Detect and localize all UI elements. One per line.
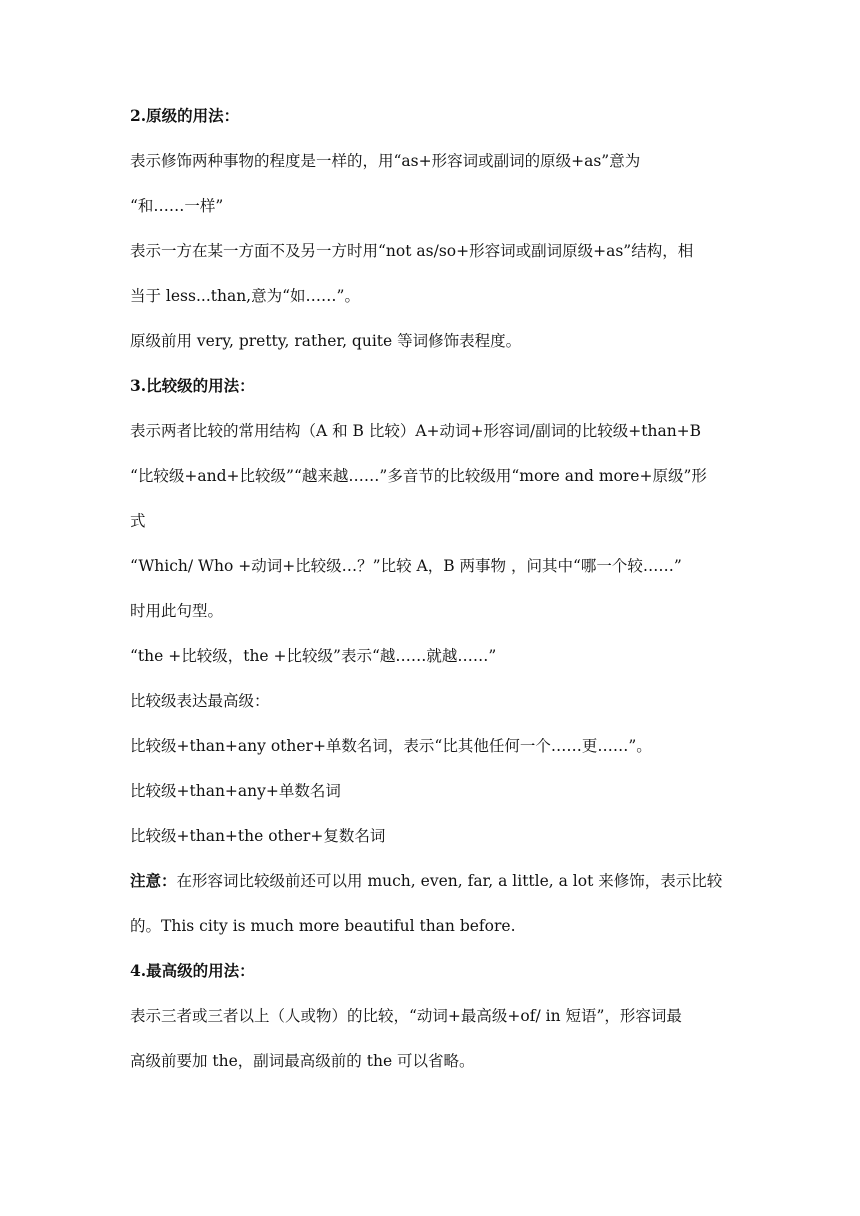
section-3-line-6: “the +比较级，the +比较级”表示“越……就越……”: [130, 647, 497, 665]
section-3-note: [130, 871, 722, 891]
note-text: 在形容词比较级前还可以用 much, even, far, a little, a lot 来修饰，表示比较: [176, 872, 723, 890]
section-2-line-2: “和……一样”: [130, 197, 224, 215]
section-2-line-4: 当于 less...than,意为“如……”。: [130, 287, 360, 305]
note-label: 注意：: [130, 871, 177, 890]
section-2-heading: 2.原级的用法：: [130, 106, 240, 125]
section-3-line-5: 时用此句型。: [130, 602, 224, 620]
section-3-line-4: “Which/ Who +动词+比较级…？”比较 A，B 两事物 ，问其中“哪一个较……”: [130, 557, 682, 575]
section-3-line-1: 表示两者比较的常用结构（A 和 B 比较）A+动词+形容词/副词的比较级+than+B: [130, 422, 702, 440]
section-4-heading: 4.最高级的用法：: [130, 961, 255, 980]
section-3-line-2: “比较级+and+比较级”“越来越……”多音节的比较级用“more and more+原级”形: [130, 467, 707, 485]
section-4-line-1: 表示三者或三者以上（人或物）的比较，“动词+最高级+of/ in 短语”，形容词最: [130, 1007, 682, 1025]
section-3-heading: 3.比较级的用法：: [130, 376, 255, 395]
section-3-line-8: 比较级+than+any other+单数名词，表示“比其他任何一个……更……”。: [130, 737, 652, 755]
section-3-line-3: 式: [130, 512, 146, 530]
section-3-line-7: 比较级表达最高级：: [130, 692, 270, 710]
section-3-note-line-2: 的。This city is much more beautiful than before.: [130, 917, 516, 935]
section-4-line-2: 高级前要加 the，副词最高级前的 the 可以省略。: [130, 1052, 475, 1070]
section-3-line-9: 比较级+than+any+单数名词: [130, 782, 341, 800]
section-2-line-1: 表示修饰两种事物的程度是一样的，用“as+形容词或副词的原级+as”意为: [130, 152, 641, 170]
section-3-line-10: 比较级+than+the other+复数名词: [130, 827, 386, 845]
section-2-line-3: 表示一方在某一方面不及另一方时用“not as/so+形容词或副词原级+as”结构，相: [130, 242, 694, 260]
section-2-line-5: 原级前用 very, pretty, rather, quite 等词修饰表程度。: [130, 332, 522, 350]
